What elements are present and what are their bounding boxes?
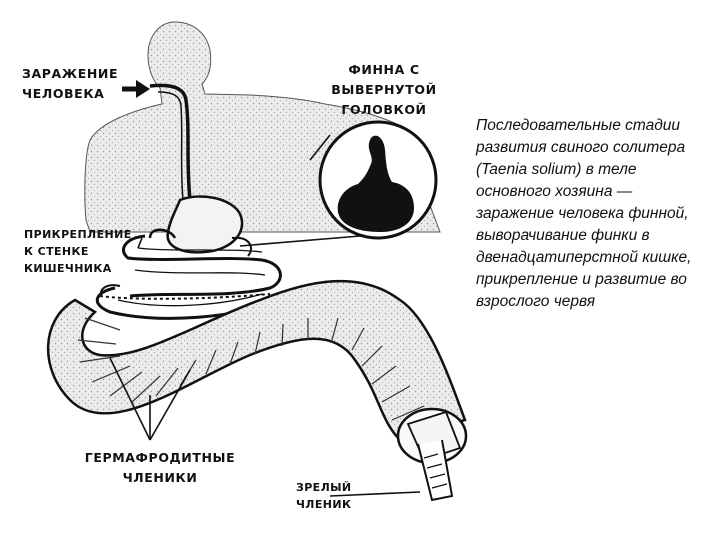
label-attachment: ПРИКРЕПЛЕНИЕ К СТЕНКЕ КИШЕЧНИКА	[24, 228, 132, 275]
finna-inset	[320, 122, 436, 238]
label-finna: ФИННА С ВЫВЕРНУТОЙ ГОЛОВКОЙ	[331, 62, 437, 117]
label-infection: ЗАРАЖЕНИЕ ЧЕЛОВЕКА	[22, 66, 119, 101]
stomach	[168, 196, 242, 252]
figure-caption: Последовательные стадии развития свиного солитера (Taenia solium) в теле основного хозяина — заражение человека финной, выворачивание финки в двенадцатиперстной кишке, прикрепление и развитие во взрослого червя	[476, 117, 692, 310]
mature-segment-cut	[398, 409, 466, 500]
label-mature: ЗРЕЛЫЙ ЧЛЕНИК	[296, 481, 352, 511]
infection-arrow	[122, 80, 150, 98]
label-hermaphrodite: ГЕРМАФРОДИТНЫЕ ЧЛЕНИКИ	[84, 450, 236, 485]
